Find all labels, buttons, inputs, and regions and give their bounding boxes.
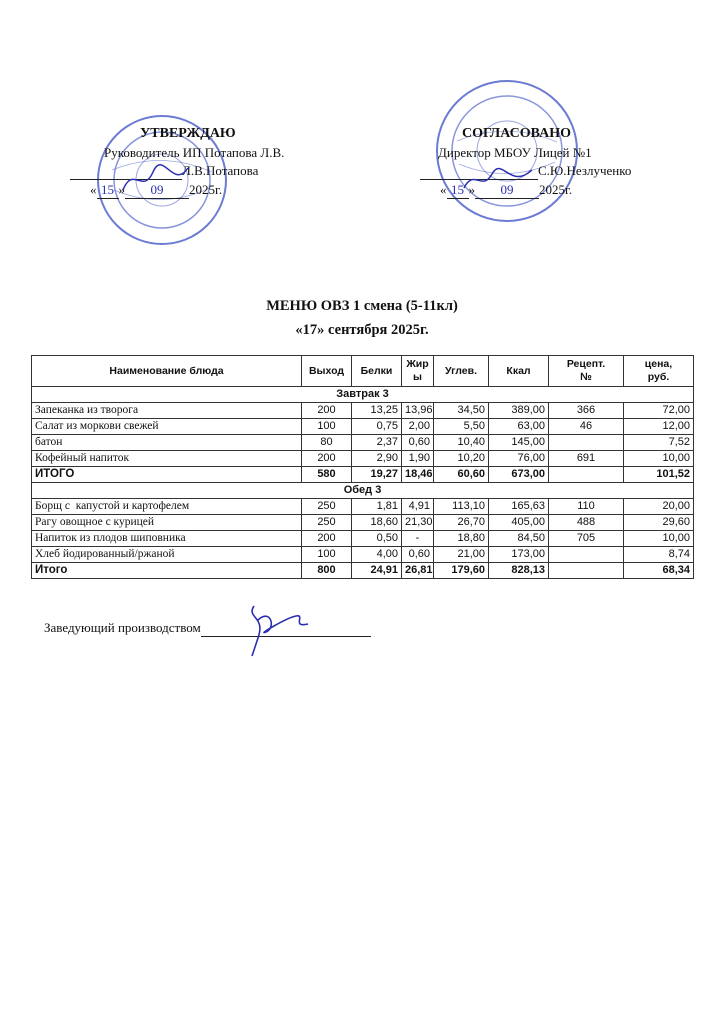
dish-carbs: 113,10 (434, 499, 489, 515)
dish-kcal: 63,00 (489, 419, 549, 435)
approve-date-day: 15 (97, 182, 119, 199)
dish-protein: 1,81 (352, 499, 402, 515)
table-row (32, 419, 694, 435)
approve-signature-scribble (118, 160, 198, 200)
table-row (32, 403, 694, 419)
approve-date-month: 09 (125, 182, 189, 199)
dish-name: Рагу овощное с курицей (32, 515, 302, 531)
dish-recipe (549, 435, 624, 451)
header-name: Наименование блюда (32, 356, 302, 387)
dish-carbs: 10,20 (434, 451, 489, 467)
approve-line2: Л.В.Потапова (182, 163, 259, 178)
header-recipe: Рецепт. № (549, 356, 624, 387)
dish-output: 200 (302, 451, 352, 467)
dish-fat: 0,60 (402, 435, 434, 451)
total-row-lunch (32, 563, 694, 579)
header-fat: Жир ы (402, 356, 434, 387)
dish-kcal: 389,00 (489, 403, 549, 419)
dish-output: 100 (302, 419, 352, 435)
dish-fat: 21,30 (402, 515, 434, 531)
dish-name: Салат из моркови свежей (32, 419, 302, 435)
total-protein: 24,91 (352, 563, 402, 579)
total-label: Итого (32, 563, 302, 579)
total-carbs: 179,60 (434, 563, 489, 579)
header-protein: Белки (352, 356, 402, 387)
dish-output: 200 (302, 403, 352, 419)
signature-label: Заведующий производством (44, 620, 201, 635)
dish-protein: 2,90 (352, 451, 402, 467)
approve-line1: Руководитель ИП Потапова Л.В. (104, 145, 285, 160)
dish-fat: 13,96 (402, 403, 434, 419)
dish-carbs: 5,50 (434, 419, 489, 435)
agree-signature-scribble (460, 160, 540, 200)
dish-kcal: 173,00 (489, 547, 549, 563)
dish-carbs: 21,00 (434, 547, 489, 563)
signature-row (44, 620, 371, 637)
dish-kcal: 76,00 (489, 451, 549, 467)
dish-protein: 0,75 (352, 419, 402, 435)
dish-fat: 0,60 (402, 547, 434, 563)
total-output: 800 (302, 563, 352, 579)
total-price: 101,52 (624, 467, 694, 483)
dish-carbs: 18,80 (434, 531, 489, 547)
dish-protein: 18,60 (352, 515, 402, 531)
dish-output: 80 (302, 435, 352, 451)
dish-recipe: 366 (549, 403, 624, 419)
section-lunch: Обед 3 (32, 483, 694, 499)
dish-kcal: 84,50 (489, 531, 549, 547)
dish-price: 8,74 (624, 547, 694, 563)
dish-output: 100 (302, 547, 352, 563)
dish-fat: - (402, 531, 434, 547)
dish-recipe: 110 (549, 499, 624, 515)
section-row-lunch (32, 483, 694, 499)
dish-recipe (549, 547, 624, 563)
dish-kcal: 405,00 (489, 515, 549, 531)
dish-fat: 2,00 (402, 419, 434, 435)
agree-line2: С.Ю.Незлученко (538, 163, 632, 178)
total-fat: 18,46 (402, 467, 434, 483)
dish-protein: 4,00 (352, 547, 402, 563)
total-price: 68,34 (624, 563, 694, 579)
approve-date-open: « (90, 182, 97, 197)
total-row-breakfast (32, 467, 694, 483)
agree-title: СОГЛАСОВАНО (462, 126, 571, 141)
approve-date-year: 2025г. (189, 182, 223, 197)
dish-fat: 4,91 (402, 499, 434, 515)
agree-line1: Директор МБОУ Лицей №1 (438, 145, 592, 160)
dish-protein: 2,37 (352, 435, 402, 451)
total-label: ИТОГО (32, 467, 302, 483)
approve-date-close: » (118, 182, 125, 197)
total-protein: 19,27 (352, 467, 402, 483)
total-kcal: 673,00 (489, 467, 549, 483)
dish-protein: 13,25 (352, 403, 402, 419)
header-price: цена, руб. (624, 356, 694, 387)
dish-carbs: 26,70 (434, 515, 489, 531)
total-fat: 26,81 (402, 563, 434, 579)
dish-carbs: 10,40 (434, 435, 489, 451)
agree-date-month: 09 (475, 182, 539, 199)
dish-price: 29,60 (624, 515, 694, 531)
dish-recipe: 46 (549, 419, 624, 435)
dish-price: 20,00 (624, 499, 694, 515)
dish-output: 250 (302, 499, 352, 515)
table-row (32, 435, 694, 451)
dish-name: Кофейный напиток (32, 451, 302, 467)
dish-name: батон (32, 435, 302, 451)
total-output: 580 (302, 467, 352, 483)
dish-carbs: 34,50 (434, 403, 489, 419)
header-carbs: Углев. (434, 356, 489, 387)
dish-name: Хлеб йодированный/ржаной (32, 547, 302, 563)
dish-price: 10,00 (624, 451, 694, 467)
document-title: МЕНЮ ОВЗ 1 смена (5-11кл) (266, 298, 458, 314)
dish-recipe: 691 (549, 451, 624, 467)
dish-name: Борщ с капустой и картофелем (32, 499, 302, 515)
section-breakfast: Завтрак 3 (32, 387, 694, 403)
table-row (32, 547, 694, 563)
agree-date-day: 15 (447, 182, 469, 199)
total-carbs: 60,60 (434, 467, 489, 483)
dish-output: 250 (302, 515, 352, 531)
total-recipe (549, 563, 624, 579)
section-row-breakfast (32, 387, 694, 403)
agree-date-year: 2025г. (539, 182, 573, 197)
dish-price: 72,00 (624, 403, 694, 419)
dish-fat: 1,90 (402, 451, 434, 467)
dish-price: 10,00 (624, 531, 694, 547)
dish-kcal: 145,00 (489, 435, 549, 451)
dish-protein: 0,50 (352, 531, 402, 547)
agree-date-open: « (440, 182, 447, 197)
approve-title: УТВЕРЖДАЮ (140, 126, 236, 141)
header-output: Выход (302, 356, 352, 387)
dish-name: Напиток из плодов шиповника (32, 531, 302, 547)
dish-price: 12,00 (624, 419, 694, 435)
table-header-row (32, 356, 694, 387)
dish-price: 7,52 (624, 435, 694, 451)
menu-table (31, 355, 694, 579)
total-kcal: 828,13 (489, 563, 549, 579)
table-row (32, 451, 694, 467)
table-row (32, 515, 694, 531)
dish-name: Запеканка из творога (32, 403, 302, 419)
agree-date-close: » (468, 182, 475, 197)
dish-recipe: 705 (549, 531, 624, 547)
table-row (32, 499, 694, 515)
dish-kcal: 165,63 (489, 499, 549, 515)
dish-recipe: 488 (549, 515, 624, 531)
total-recipe (549, 467, 624, 483)
document-date: «17» сентября 2025г. (295, 322, 429, 338)
signature-scribble (236, 598, 316, 658)
dish-output: 200 (302, 531, 352, 547)
header-kcal: Ккал (489, 356, 549, 387)
table-row (32, 531, 694, 547)
